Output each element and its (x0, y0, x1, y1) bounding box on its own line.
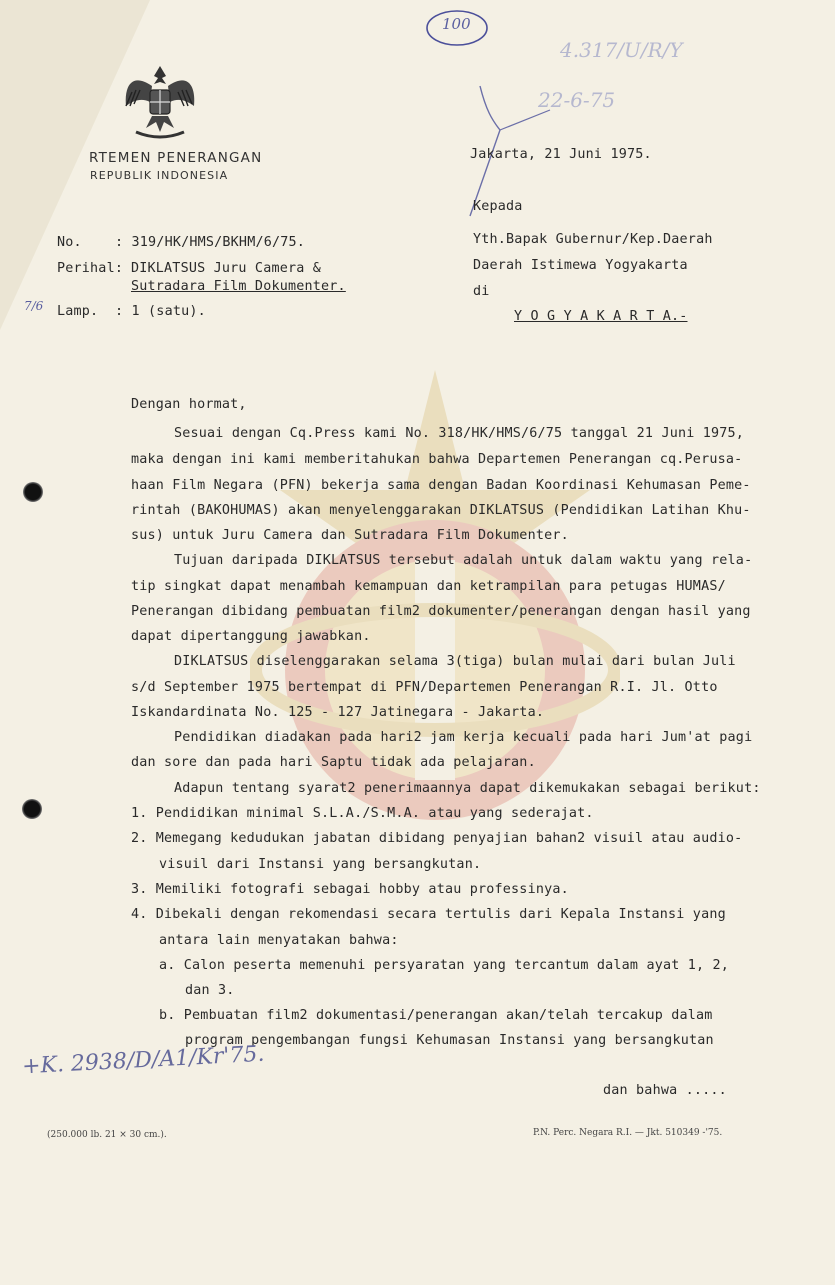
date-line: Jakarta, 21 Juni 1975. (470, 147, 652, 162)
recipient-city: Y O G Y A K A R T A.- (514, 309, 688, 324)
lamp-label: Lamp. (57, 304, 99, 319)
footer-right: P.N. Perc. Negara R.I. — Jkt. 510349 -'75. (533, 1128, 723, 1138)
garuda-emblem-icon (122, 62, 198, 142)
no-value: : 319/HK/HMS/BKHM/6/75. (115, 235, 306, 250)
body-line: tip singkat dapat menambah kemampuan dan ketrampilan para petugas HUMAS/ (131, 579, 726, 594)
body-line: Penerangan dibidang pembuatan film2 dokumenter/penerangan dengan hasil yang (131, 604, 751, 619)
requirement-subitem: a. Calon peserta memenuhi persyaratan yang tercantum dalam ayat 1, 2, (159, 958, 730, 973)
requirement-item: 3. Memiliki fotografi sebagai hobby atau professinya. (131, 882, 569, 897)
recipient-line1: Yth.Bapak Gubernur/Kep.Daerah (473, 232, 713, 247)
recipient-line2: Daerah Istimewa Yogyakarta (473, 258, 688, 273)
footer-left: (250.000 lb. 21 × 30 cm.). (47, 1130, 167, 1140)
requirement-subitem: program pengembangan fungsi Kehumasan Instansi yang bersangkutan (185, 1033, 714, 1048)
body-line: haan Film Negara (PFN) bekerja sama dengan Badan Koordinasi Kehumasan Peme- (131, 478, 751, 493)
stamp-date: 22-6-75 (538, 88, 616, 112)
perihal-line1: DIKLATSUS Juru Camera & (131, 261, 322, 276)
requirement-subitem: dan 3. (185, 983, 235, 998)
body-line: rintah (BAKOHUMAS) akan menyelenggarakan DIKLATSUS (Pendidikan Latihan Khu- (131, 503, 751, 518)
stamp-reference: 4.317/U/R/Y (560, 38, 683, 62)
body-line: Pendidikan diadakan pada hari2 jam kerja kecuali pada hari Jum'at pagi (174, 730, 753, 745)
body-line: s/d September 1975 bertempat di PFN/Departemen Penerangan R.I. Jl. Otto (131, 680, 718, 695)
requirement-item: 2. Memegang kedudukan jabatan dibidang penyajian bahan2 visuil atau audio- (131, 831, 743, 846)
body-line: sus) untuk Juru Camera dan Sutradara Film Dokumenter. (131, 528, 569, 543)
perihal-label: Perihal: (57, 261, 124, 276)
letterhead-country: REPUBLIK INDONESIA (90, 169, 229, 182)
requirement-item: 4. Dibekali dengan rekomendasi secara tertulis dari Kepala Instansi yang (131, 907, 726, 922)
no-label: No. (57, 235, 82, 250)
recipient-line3: di (473, 284, 490, 299)
body-line: Sesuai dengan Cq.Press kami No. 318/HK/HMS/6/75 tanggal 21 Juni 1975, (174, 426, 745, 441)
body-line: Tujuan daripada DIKLATSUS tersebut adalah untuk dalam waktu yang rela- (174, 553, 753, 568)
body-line: dapat dipertanggung jawabkan. (131, 629, 371, 644)
requirement-item: visuil dari Instansi yang bersangkutan. (159, 857, 482, 872)
recipient-kepada: Kepada (473, 199, 523, 214)
letterhead-ministry: RTEMEN PENERANGAN (89, 150, 263, 166)
circle-stamp-number: 100 (442, 15, 471, 33)
body-line: dan sore dan pada hari Saptu tidak ada pelajaran. (131, 755, 536, 770)
body-line: Iskandardinata No. 125 - 127 Jatinegara - Jakarta. (131, 705, 545, 720)
salutation: Dengan hormat, (131, 397, 247, 412)
lamp-margin-note: 7/6 (24, 299, 44, 313)
continuation: dan bahwa ..... (603, 1083, 727, 1098)
punch-hole (22, 799, 42, 819)
punch-hole (23, 482, 43, 502)
requirement-subitem: b. Pembuatan film2 dokumentasi/penerangan akan/telah tercakup dalam (159, 1008, 713, 1023)
body-line: maka dengan ini kami memberitahukan bahwa Departemen Penerangan cq.Perusa- (131, 452, 743, 467)
requirement-item: 1. Pendidikan minimal S.L.A./S.M.A. atau yang sederajat. (131, 806, 594, 821)
perihal-line2: Sutradara Film Dokumenter. (131, 279, 346, 294)
lamp-value: : 1 (satu). (115, 304, 206, 319)
body-line: DIKLATSUS diselenggarakan selama 3(tiga) bulan mulai dari bulan Juli (174, 654, 736, 669)
requirement-item: antara lain menyatakan bahwa: (159, 933, 399, 948)
body-line: Adapun tentang syarat2 penerimaannya dapat dikemukakan sebagai berikut: (174, 781, 761, 796)
bottom-handwriting: +K. 2938/D/A1/Kr'75. (21, 1041, 266, 1080)
